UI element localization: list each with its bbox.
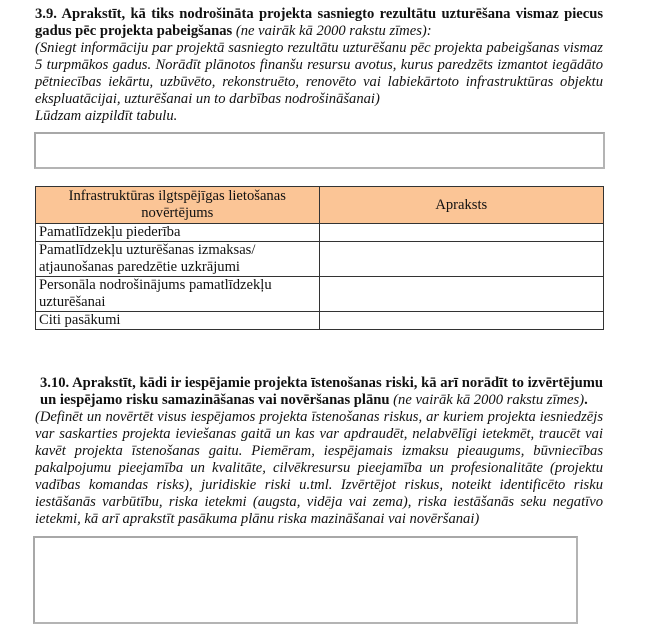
section-3-9-instructions: (Sniegt informāciju par projektā sasniegto rezultātu uzturēšanu pēc projekta pabeigšanas vismaz 5 turpmākos gadus. Norādīt plānotos finanšu resursu avotus, kurus paredzēts izmantot iegādāto pētniecības iekārtu, uzbūvēto, rekonstruēto, renovēto vai labiekārtoto infrastruktūras objektu ekspluatācijai, uzturēšanai un to darbības nodrošināšanai) (35, 40, 603, 107)
section-3-9-heading-end: : (426, 23, 432, 39)
row-label-asset-ownership: Pamatlīdzekļu piederība (36, 224, 320, 242)
table-header-row (36, 187, 604, 224)
section-3-10-heading (35, 375, 603, 409)
infrastructure-sustainability-table (35, 186, 604, 330)
fill-table-note: Lūdzam aizpildīt tabulu. (35, 108, 178, 124)
row-label-maintenance-costs: Pamatlīdzekļu uzturēšanas izmaksas/ atjaunošanas paredzētie uzkrājumi (36, 242, 320, 277)
section-3-9 (35, 6, 603, 125)
row-value-asset-ownership[interactable] (319, 224, 603, 242)
table-row (36, 242, 604, 277)
table-row (36, 224, 604, 242)
row-label-staff-provision: Personāla nodrošinājums pamatlīdzekļu uzturēšanai (36, 277, 320, 312)
section-3-9-heading (35, 6, 603, 40)
row-value-maintenance-costs[interactable] (319, 242, 603, 277)
section-3-10-answer-field[interactable] (33, 536, 578, 624)
row-label-other-measures: Citi pasākumi (36, 312, 320, 330)
table-row (36, 277, 604, 312)
section-3-9-heading-text: 3.9. Aprakstīt, kā tiks nodrošināta projekta sasniegto rezultātu uzturēšana vismaz piecus gadus pēc projekta pabeigšanas (35, 6, 603, 39)
column-header-assessment: Infrastruktūras ilgtspējīgas lietošanas novērtējums (36, 187, 320, 224)
row-value-staff-provision[interactable] (319, 277, 603, 312)
section-3-10-char-limit: (ne vairāk kā 2000 rakstu zīmes) (389, 392, 585, 408)
row-value-other-measures[interactable] (319, 312, 603, 330)
section-3-10-heading-end: . (584, 392, 588, 408)
table-row (36, 312, 604, 330)
section-3-9-answer-field[interactable] (34, 132, 605, 169)
section-3-10-instructions: (Definēt un novērtēt visus iespējamos projekta īstenošanas riskus, ar kuriem projekta iesniedzējs var saskarties projekta ieviešanas gaitā un kas var apdraudēt, nelabvēlīgi ietekmēt, traucēt vai kavēt projekta īstenošanas gaitu. Piemēram, iespējamais izmaksu pieaugums, būvniecības pakalpojumu pieejamība un kvalitāte, cilvēkresursu pieejamība un profesionalitāte (projektu vadības komandas risks), juridiskie riski u.tml. Izvērtējot riskus, noteikt identificēto risku iestāšanās varbūtību, riska ietekmi (augsta, vidēja vai zema), riska iestāšanās seku negatīvo ietekmi, kā arī aprakstīt pasākuma plānu riska mazināšanai vai novēršanai) (35, 409, 603, 527)
section-3-9-char-limit: (ne vairāk kā 2000 rakstu zīmes) (232, 23, 427, 39)
section-3-10 (35, 375, 603, 528)
section-3-10-heading-text: 3.10. Aprakstīt, kādi ir iespējamie projekta īstenošanas riski, kā arī norādīt to izvērtējumu un iespējamo risku samazināšanas vai novēršanas plānu (40, 375, 603, 408)
column-header-description: Apraksts (319, 187, 603, 224)
